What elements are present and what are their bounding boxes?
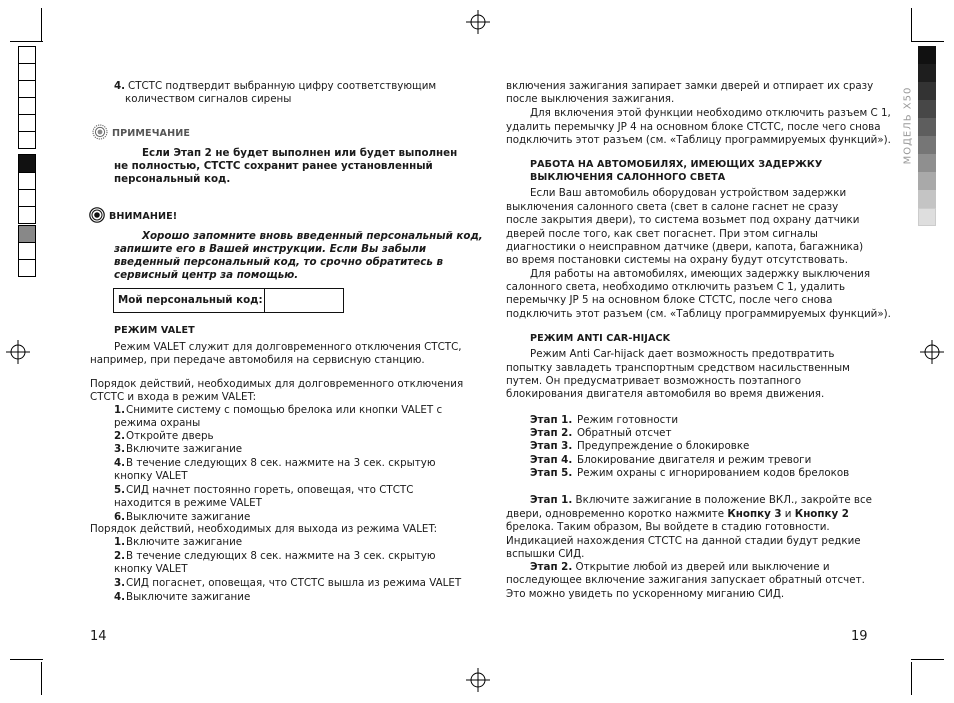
- note-line: Если Этап 2 не будет выполнен или будет выполнен: [142, 147, 458, 159]
- exit-step-num: 2.: [114, 550, 126, 562]
- note-title: ПРИМЕЧАНИЕ: [112, 128, 190, 139]
- stage-text: Предупреждение о блокировке: [577, 440, 750, 452]
- right-top-line: включения зажигания запирает замки дверей и отпирает их сразу: [506, 80, 874, 92]
- registration-mark-bottom: [466, 668, 490, 692]
- enter-step-text: находится в режиме VALET: [114, 497, 262, 509]
- warning-title: ВНИМАНИЕ!: [109, 211, 178, 222]
- stage1-label: Этап 1.: [530, 494, 573, 506]
- exit-step-num: 3.: [114, 577, 126, 589]
- registration-mark-right: [920, 340, 944, 364]
- disable-line: подключить этот разъем (см. «Таблицу программируемых функций»).: [506, 134, 891, 146]
- enter-step-num: 2.: [114, 430, 126, 442]
- enter-intro-line: СТСТС и входа в режим VALET:: [90, 391, 257, 403]
- hijack-line: путем. Он предусматривает возможность поэтапного: [506, 375, 802, 387]
- exit-intro: Порядок действий, необходимых для выхода из режима VALET:: [90, 523, 438, 535]
- stage1-line2: [506, 508, 849, 521]
- stage1-text: Включите зажигание в положение ВКЛ., закройте все: [575, 494, 872, 506]
- delay-line: после закрытия двери), то система возьмет под охрану датчики: [506, 214, 860, 226]
- personal-code-field[interactable]: [265, 289, 343, 312]
- exit-step-text: СИД погаснет, оповещая, что СТСТС вышла из режима VALET: [126, 577, 462, 589]
- stage-label: Этап 4.: [530, 454, 573, 466]
- enter-step-text: Откройте дверь: [126, 430, 214, 442]
- delay2-line: салонного света, необходимо отключить разъем С 1, удалить: [506, 281, 846, 293]
- delay-title: РАБОТА НА АВТОМОБИЛЯХ, ИМЕЮЩИХ ЗАДЕРЖКУ: [530, 159, 823, 170]
- disable-line: Для включения этой функции необходимо отключить разъем С 1,: [530, 107, 891, 119]
- enter-step-text: Выключите зажигание: [126, 511, 251, 523]
- stage1-line1: [530, 494, 872, 507]
- enter-step-num: 6.: [114, 511, 126, 523]
- hijack-title: РЕЖИМ ANTI CAR-HIJACK: [530, 333, 671, 344]
- enter-step-text: режима охраны: [114, 417, 201, 429]
- stage-label: Этап 2.: [530, 427, 573, 439]
- stage2-line1: [530, 561, 830, 574]
- exit-step-text: Включите зажигание: [126, 536, 243, 548]
- stage-label: Этап 3.: [530, 440, 573, 452]
- warning-line: Хорошо запомните вновь введенный персональный код,: [142, 230, 483, 242]
- enter-step-text: кнопку VALET: [114, 470, 188, 482]
- delay-line: Если Ваш автомобиль оборудован устройством задержки: [530, 187, 847, 199]
- disable-line: удалить перемычку JP 4 на основном блоке СТСТС, после чего снова: [506, 121, 881, 133]
- stage2-text: Открытие любой из дверей или выключение и: [575, 561, 830, 573]
- enter-step-num: 4.: [114, 457, 126, 469]
- valet-intro-line: например, при передаче автомобиля на сервисную станцию.: [90, 354, 425, 366]
- enter-step-num: 3.: [114, 443, 126, 455]
- right-top-line: после выключения зажигания.: [506, 93, 675, 105]
- note-icon: [92, 124, 108, 140]
- registration-mark-top: [466, 10, 490, 34]
- note-line: не полностью, СТСТС сохранит ранее установленный: [114, 160, 433, 172]
- stage2-line2: последующее включение зажигания запускает обратный отсчет.: [506, 574, 865, 586]
- page-number-right: 19: [851, 629, 868, 644]
- delay-line: во время постановки системы на охрану будут отсутствовать.: [506, 254, 848, 266]
- enter-step-num: 5.: [114, 484, 126, 496]
- note-line: персональный код.: [114, 173, 231, 185]
- enter-step-text: СИД начнет постоянно гореть, оповещая, что СТСТС: [126, 484, 414, 496]
- hijack-line: Режим Anti Car-hijack дает возможность предотвратить: [530, 348, 835, 360]
- stage2-line3: Это можно увидеть по ускоренному миганию СИД.: [506, 588, 785, 600]
- model-label: МОДЕЛЬ X50: [902, 86, 914, 165]
- button-3-ref: Кнопку 3: [727, 508, 782, 520]
- enter-step-num: 1.: [114, 404, 126, 416]
- stage-label: Этап 1.: [530, 414, 573, 426]
- warning-line: сервисный центр за помощью.: [114, 269, 299, 281]
- stage1-conj: и: [781, 508, 795, 520]
- registration-mark-left: [6, 340, 30, 364]
- stage1-line5: вспышки СИД.: [506, 548, 585, 560]
- step4-line1: СТСТС подтвердит выбранную цифру соответствующим: [128, 80, 437, 92]
- hijack-line: блокирования двигателя автомобиля во время движения.: [506, 388, 825, 400]
- delay2-line: Для работы на автомобилях, имеющих задержку выключения: [530, 268, 871, 280]
- delay2-line: подключить этот разъем (см. «Таблицу программируемых функций»).: [506, 308, 891, 320]
- button-2-ref: Кнопку 2: [794, 508, 849, 520]
- step4-num: 4.: [114, 80, 126, 92]
- exit-step-text: В течение следующих 8 сек. нажмите на 3 сек. скрытую: [126, 550, 436, 562]
- delay2-line: перемычку JP 5 на основном блоке СТСТС, после чего снова: [506, 294, 833, 306]
- delay-line: диагностики о неисправном датчике (двери, капота, багажника): [506, 241, 864, 253]
- hijack-line: попытку завладеть транспортным средством насильственным: [506, 362, 850, 374]
- warning-line: запишите его в Вашей инструкции. Если Вы забыли: [114, 243, 427, 255]
- stage-text: Обратный отсчет: [577, 427, 672, 439]
- delay-title: ВЫКЛЮЧЕНИЯ САЛОННОГО СВЕТА: [530, 172, 726, 183]
- delay-line: выключения салонного света (свет в салоне гаснет не сразу: [506, 201, 839, 213]
- enter-step-text: В течение следующих 8 сек. нажмите на 3 сек. скрытую: [126, 457, 436, 469]
- stage1-text: двери, одновременно коротко нажмите: [506, 508, 728, 520]
- stage-text: Блокирование двигателя и режим тревоги: [577, 454, 812, 466]
- warning-line: введенный персональный код, то срочно обратитесь в: [114, 256, 443, 268]
- stage-text: Режим охраны с игнорированием кодов брелоков: [577, 467, 850, 479]
- stage-label: Этап 5.: [530, 467, 573, 479]
- enter-step-text: Включите зажигание: [126, 443, 243, 455]
- page-number-left: 14: [90, 629, 107, 644]
- enter-intro-line: Порядок действий, необходимых для долговременного отключения: [90, 378, 464, 390]
- valet-intro-line: Режим VALET служит для долговременного отключения СТСТС,: [114, 341, 462, 353]
- valet-title: РЕЖИМ VALET: [114, 325, 195, 336]
- enter-step-text: Снимите систему с помощью брелока или кнопки VALET с: [126, 404, 443, 416]
- warning-icon: [89, 207, 105, 223]
- personal-code-label: Мой персональный код:: [118, 294, 263, 306]
- stage1-line3: брелока. Таким образом, Вы войдете в стадию готовности.: [506, 521, 830, 533]
- stage-text: Режим готовности: [577, 414, 679, 426]
- delay-line: дверей после того, как свет погаснет. При этом сигналы: [506, 228, 818, 240]
- exit-step-num: 4.: [114, 591, 126, 603]
- exit-step-text: кнопку VALET: [114, 563, 188, 575]
- stage1-line4: Индикацией нахождения СТСТС на данной стадии будут редкие: [506, 535, 861, 547]
- exit-step-num: 1.: [114, 536, 126, 548]
- exit-step-text: Выключите зажигание: [126, 591, 251, 603]
- step4-line2: количеством сигналов сирены: [125, 93, 292, 105]
- stage2-label: Этап 2.: [530, 561, 573, 573]
